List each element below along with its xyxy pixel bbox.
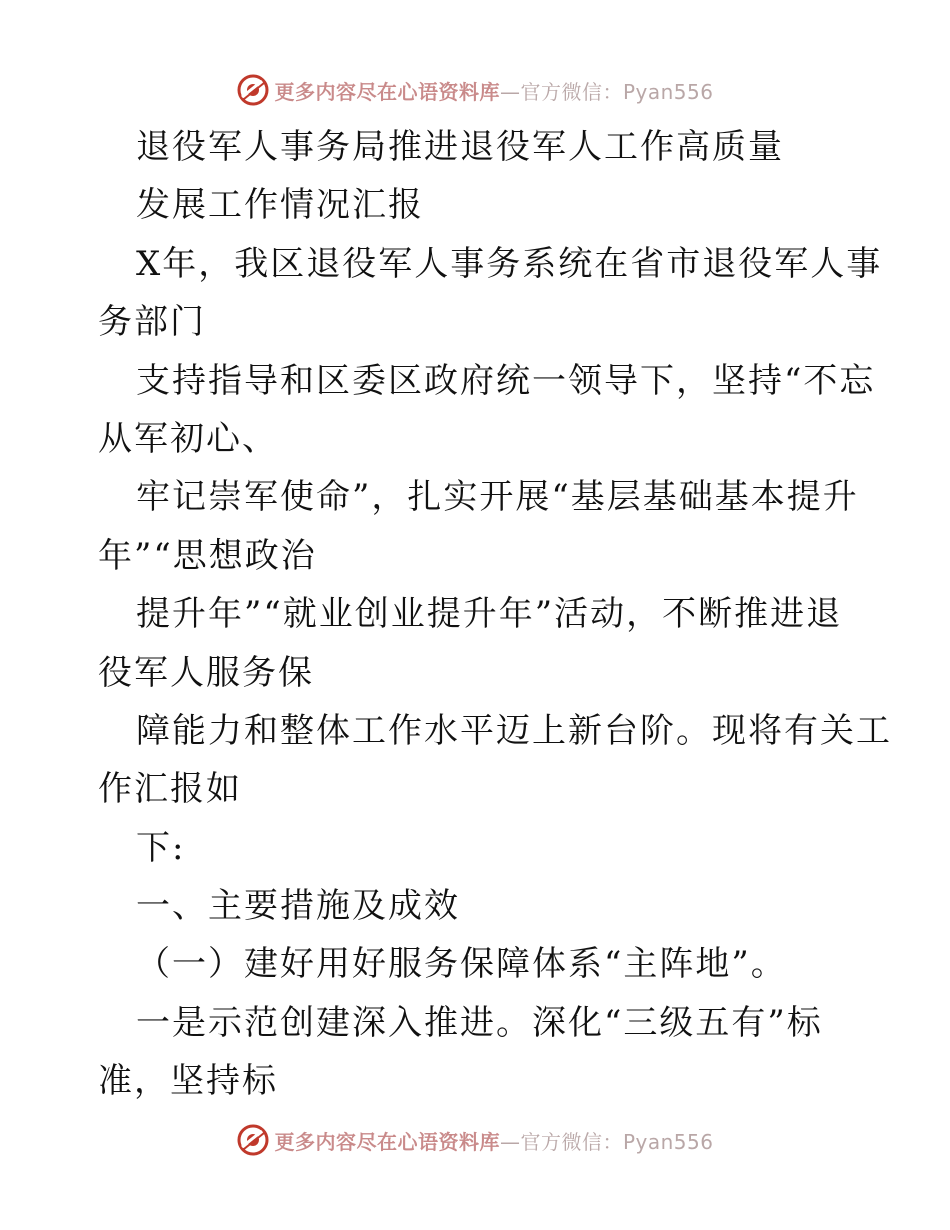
footer-watermark-banner <box>0 1120 950 1160</box>
paragraph-line: 年”“思想政治 <box>98 535 317 576</box>
paragraph-line: 牢记崇军使命”，扎实开展“基层基础基本提升 <box>136 477 859 518</box>
paragraph-line: 提升年”“就业创业提升年”活动，不断推进退 <box>136 594 843 635</box>
library-logo-icon <box>236 1123 270 1157</box>
paragraph-line: 下: <box>136 827 186 868</box>
paragraph-line: 役军人服务保 <box>98 652 314 693</box>
paragraph-line: 支持指导和区委区政府统一领导下，坚持“不忘 <box>136 360 876 401</box>
footer-watermark-text <box>274 1126 713 1155</box>
paragraph-line: 作汇报如 <box>98 769 242 810</box>
paragraph-line: 务部门 <box>98 302 206 343</box>
header-watermark-banner <box>0 70 950 110</box>
header-watermark-wechat: —官方微信：Pyan556 <box>499 79 714 104</box>
paragraph-line: 准，坚持标 <box>98 1061 278 1102</box>
footer-watermark-wechat: —官方微信：Pyan556 <box>499 1129 714 1154</box>
header-watermark-brand: 更多内容尽在心语资料库 <box>274 79 500 104</box>
section-heading: 一、主要措施及成效 <box>136 886 460 927</box>
paragraph-line: 一是示范创建深入推进。深化“三级五有”标 <box>136 1002 823 1043</box>
footer-watermark-brand: 更多内容尽在心语资料库 <box>274 1129 500 1154</box>
paragraph-line: 从军初心、 <box>98 418 278 459</box>
library-logo-icon <box>236 73 270 107</box>
paragraph-line: 障能力和整体工作水平迈上新台阶。现将有关工 <box>136 710 892 751</box>
subsection-heading: （一）建好用好服务保障体系“主阵地”。 <box>136 944 787 985</box>
document-body <box>98 118 892 1111</box>
title-line-1: 退役军人事务局推进退役军人工作高质量 <box>136 127 784 167</box>
title-line-2: 发展工作情况汇报 <box>136 185 424 226</box>
paragraph-line: X年，我区退役军人事务系统在省市退役军人事 <box>136 243 883 284</box>
header-watermark-text <box>274 76 713 105</box>
